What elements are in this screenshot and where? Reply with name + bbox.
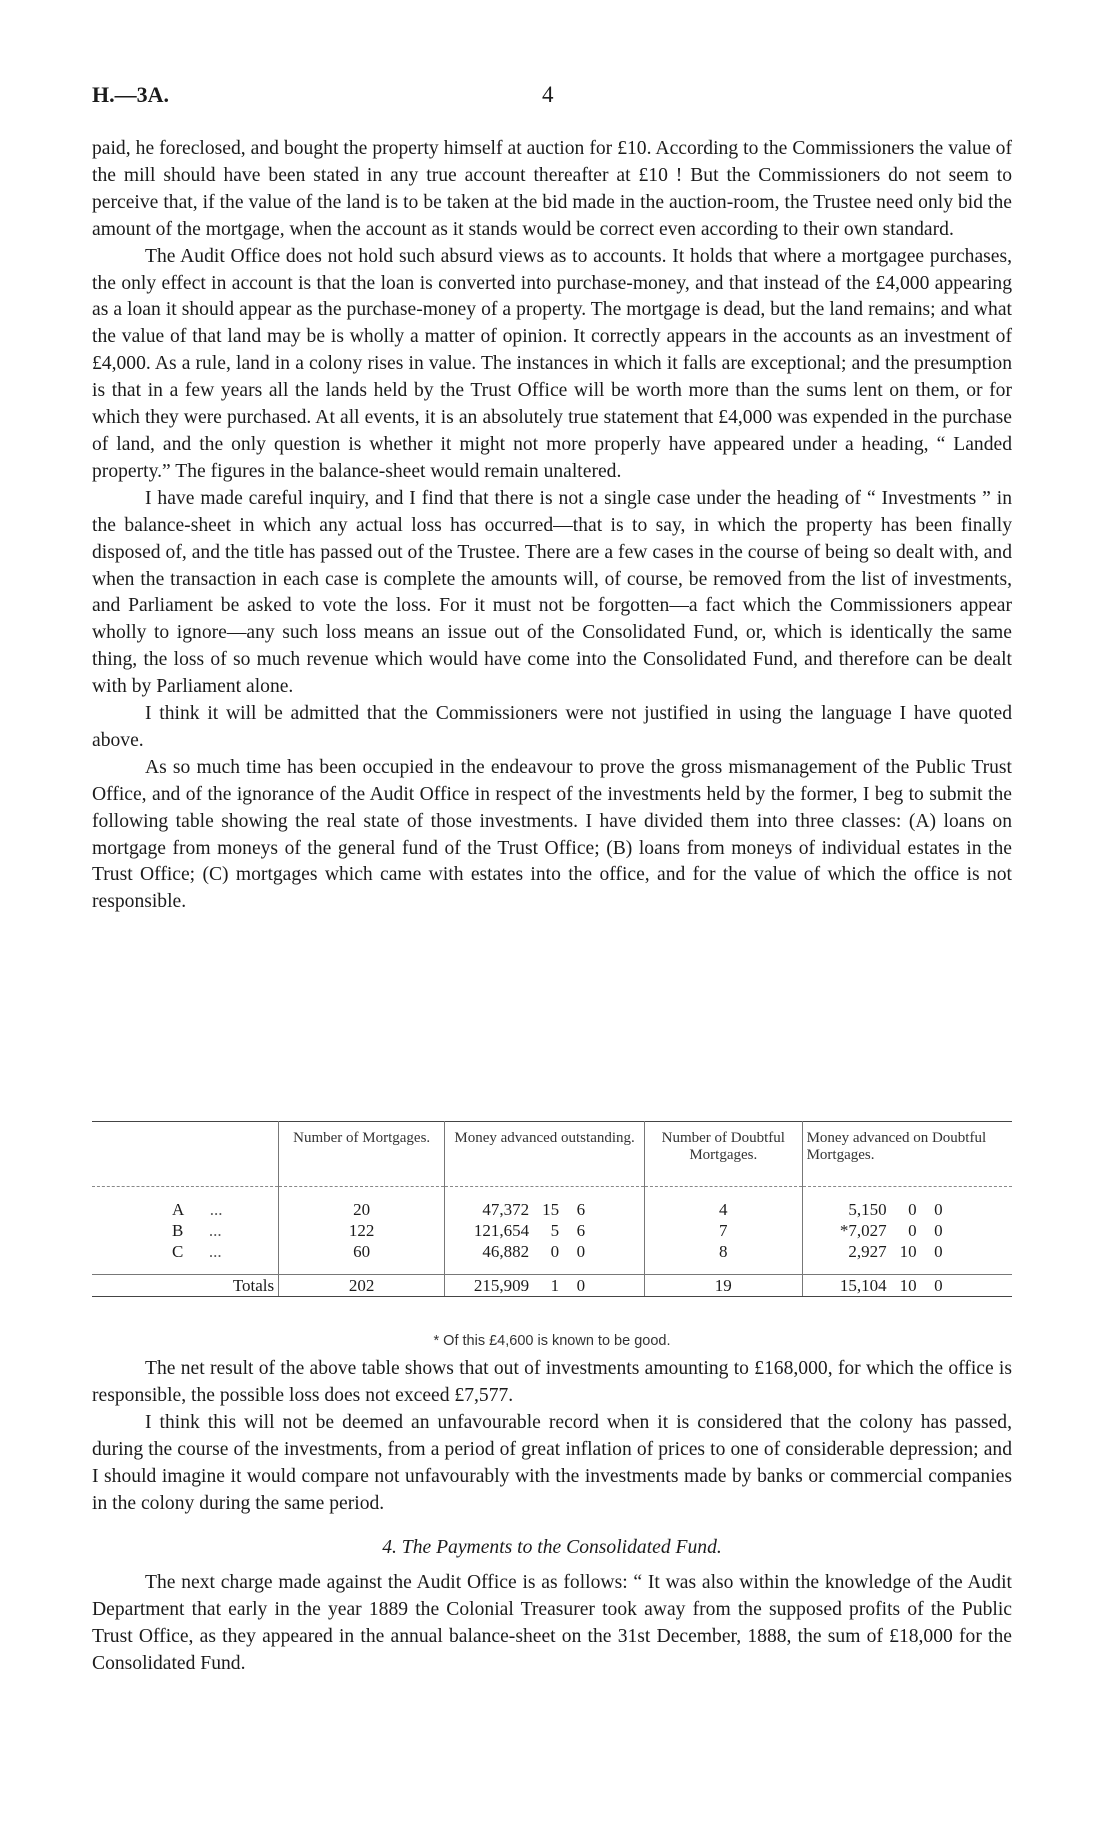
investments-table-block — [92, 1121, 1012, 1349]
total-money-value: 215,909 1 0 — [473, 1276, 586, 1295]
row-label: C — [172, 1242, 184, 1261]
paragraph: The next charge made against the Audit Office is as follows: “ It was also within the knowledge of the Audit Department that early in the year 1889 the Colonial Treasurer took away from the supposed profits of the Public Trust Office, as they appeared in the annual balance-sheet on the 31st December, 1888, the sum of £18,000 for the Consolidated Fund. — [92, 1572, 1012, 1675]
page-number: 4 — [542, 82, 554, 107]
table-header-row — [92, 1122, 1012, 1187]
table-row — [92, 1241, 1012, 1262]
mortgage-count: 122 — [279, 1220, 445, 1241]
money-value: *7,027 0 0 — [839, 1221, 943, 1240]
table-footnote: * Of this £4,600 is known to be good. — [433, 1333, 671, 1349]
section-heading: 4. The Payments to the Consolidated Fund. — [382, 1537, 722, 1559]
money-value: 5,150 0 0 — [848, 1200, 943, 1219]
paragraph: The Audit Office does not hold such absurd views as to accounts. It holds that where a mortgagee purchases, the only effect in account is that the loan is converted into purchase-money, and that instead of the £4,000 appearing as a loan it should appear as the purchase-money of a property. The mortgage is dead, but the land remains; and what the value of that land may be is wholly a matter of opinion. It correctly appears in the accounts as an investment of £4,000. As a rule, land in a colony rises in value. The instances in which it falls are exceptional; and the presumption is that in a few years all the lands held by the Trust Office will be worth more than the sums lent on them, or for which they were purchased. At all events, it is an absolutely true statement that £4,000 was expended in the purchase of land, and the only question is whether it might not more properly have appeared under a heading, “ Landed property.” The figures in the balance-sheet would remain unaltered. — [92, 245, 1012, 482]
document-code: H.—3A. — [92, 82, 169, 107]
money-value: 121,654 5 6 — [473, 1221, 586, 1240]
totals-row — [92, 1275, 1012, 1297]
table-header-doubtful: Number of Doubtful Mortgages. — [645, 1122, 803, 1187]
row-label: B — [172, 1221, 184, 1240]
doubtful-count: 7 — [645, 1220, 803, 1241]
table-header-mortgages: Number of Mortgages. — [279, 1122, 445, 1187]
leader-dots: ... — [208, 1221, 222, 1240]
table-row — [92, 1199, 1012, 1220]
investments-table — [92, 1121, 1012, 1297]
leader-dots: ... — [209, 1200, 223, 1219]
paragraph: I have made careful inquiry, and I find that there is not a single case under the heading of “ Investments ” in the balance-sheet in which any actual loss has occurred—that is to say, in which the property has been finally disposed of, and the title has passed out of the Trustee. There are a few cases in the course of being so dealt with, and when the transaction in each case is complete the amounts will, of course, be removed from the list of investments, and Parliament be asked to vote the loss. For it must not be forgotten—a fact which the Commissioners appear wholly to ignore—any such loss means an issue out of the Consolidated Fund, or, which is identically the same thing, the loss of so much revenue which would have come into the Consolidated Fund, and therefore can be dealt with by Parliament alone. — [92, 487, 1012, 698]
body-text — [92, 136, 1012, 916]
table-row — [92, 1220, 1012, 1241]
doubtful-count: 8 — [645, 1241, 803, 1262]
mortgage-count: 60 — [279, 1241, 445, 1262]
doubtful-count: 4 — [645, 1199, 803, 1220]
paragraph: I think it will be admitted that the Commissioners were not justified in using the language I have quoted above. — [92, 703, 1012, 751]
mortgage-count: 20 — [279, 1199, 445, 1220]
body-text-continued — [92, 1356, 1012, 1678]
total-doubtful-count: 19 — [645, 1275, 803, 1297]
table-header-doubtful-money: Money advanced on Doubtful Mortgages. — [802, 1122, 1012, 1187]
page-header — [92, 82, 1012, 112]
total-money-value: 15,104 10 0 — [839, 1276, 943, 1295]
table-header-money-outstanding: Money advanced outstanding. — [445, 1122, 645, 1187]
money-value: 47,372 15 6 — [482, 1200, 586, 1219]
paragraph: The net result of the above table shows that out of investments amounting to £168,000, for which the office is responsible, the possible loss does not exceed £7,577. — [92, 1358, 1012, 1406]
totals-label: Totals — [92, 1275, 279, 1297]
total-mortgage-count: 202 — [279, 1275, 445, 1297]
money-value: 46,882 0 0 — [482, 1242, 586, 1261]
paragraph: paid, he foreclosed, and bought the property himself at auction for £10. According to the Commissioners the value of the mill should have been stated in any true account thereafter at £10 ! But the Commissioners do not seem to perceive that, if the value of the land is to be taken at the bid made in the auction-room, the Trustee need only bid the amount of the mortgage, when the account as it stands would be correct even according to their own standard. — [92, 138, 1012, 240]
row-label: A — [172, 1200, 185, 1219]
leader-dots: ... — [208, 1242, 222, 1261]
paragraph: As so much time has been occupied in the endeavour to prove the gross mismanagement of the Public Trust Office, and of the ignorance of the Audit Office in respect of the investments held by the former, I beg to submit the following table showing the real state of those investments. I have divided them into three classes: (A) loans on mortgage from moneys of the general fund of the Trust Office; (B) loans from moneys of individual estates in the Trust Office; (C) mortgages which came with estates into the office, and for the value of which the office is not responsible. — [92, 756, 1012, 913]
table-header-blank — [92, 1122, 279, 1187]
paragraph: I think this will not be deemed an unfavourable record when it is considered that the colony has passed, during the course of the investments, from a period of great inflation of prices to one of considerable depression; and I should imagine it would compare not unfavourably with the investments made by banks or commercial companies in the colony during the same period. — [92, 1411, 1012, 1514]
money-value: 2,927 10 0 — [848, 1242, 943, 1261]
